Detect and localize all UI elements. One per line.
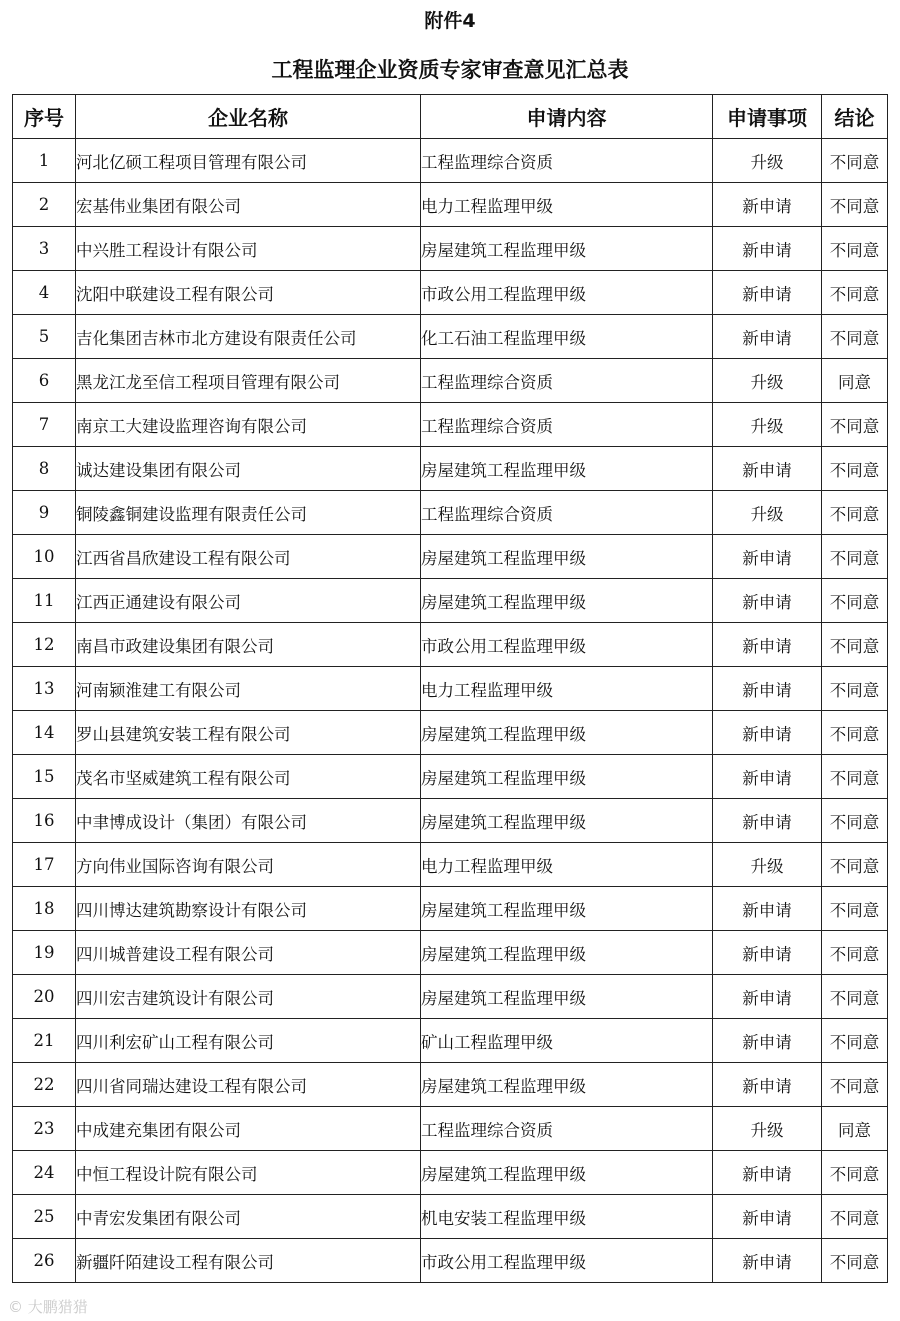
cell-serial-number: 26 [13, 1239, 76, 1283]
cell-company-name: 诚达建设集团有限公司 [76, 447, 421, 491]
cell-serial-number: 17 [13, 843, 76, 887]
table-row [13, 623, 888, 667]
table-row [13, 1195, 888, 1239]
cell-company-name: 吉化集团吉林市北方建设有限责任公司 [76, 315, 421, 359]
cell-company-name: 中恒工程设计院有限公司 [76, 1151, 421, 1195]
cell-application-item: 新申请 [713, 755, 822, 799]
cell-company-name: 南京工大建设监理咨询有限公司 [76, 403, 421, 447]
table-row [13, 931, 888, 975]
cell-application-item: 新申请 [713, 799, 822, 843]
table-row [13, 535, 888, 579]
cell-application-content: 房屋建筑工程监理甲级 [421, 975, 713, 1019]
table-row [13, 1151, 888, 1195]
cell-application-item: 升级 [713, 1107, 822, 1151]
cell-application-content: 房屋建筑工程监理甲级 [421, 711, 713, 755]
cell-company-name: 中成建充集团有限公司 [76, 1107, 421, 1151]
cell-application-content: 工程监理综合资质 [421, 491, 713, 535]
cell-conclusion: 同意 [822, 1107, 888, 1151]
cell-conclusion: 不同意 [822, 139, 888, 183]
cell-serial-number: 24 [13, 1151, 76, 1195]
cell-application-item: 新申请 [713, 1063, 822, 1107]
cell-application-item: 新申请 [713, 227, 822, 271]
cell-application-item: 新申请 [713, 667, 822, 711]
table-row [13, 227, 888, 271]
table-header-row [13, 95, 888, 139]
cell-application-content: 市政公用工程监理甲级 [421, 623, 713, 667]
cell-conclusion: 不同意 [822, 315, 888, 359]
cell-conclusion: 不同意 [822, 227, 888, 271]
watermark-text: 大鹏猎猎 [27, 1298, 88, 1316]
document-title: 工程监理企业资质专家审查意见汇总表 [271, 58, 629, 82]
cell-conclusion: 不同意 [822, 491, 888, 535]
table-row [13, 271, 888, 315]
cell-company-name: 四川省同瑞达建设工程有限公司 [76, 1063, 421, 1107]
cell-company-name: 方向伟业国际咨询有限公司 [76, 843, 421, 887]
cell-application-item: 新申请 [713, 579, 822, 623]
cell-company-name: 四川城普建设工程有限公司 [76, 931, 421, 975]
cell-application-content: 电力工程监理甲级 [421, 667, 713, 711]
cell-conclusion: 不同意 [822, 623, 888, 667]
cell-conclusion: 不同意 [822, 667, 888, 711]
table-row [13, 887, 888, 931]
cell-application-item: 新申请 [713, 1195, 822, 1239]
cell-application-content: 市政公用工程监理甲级 [421, 271, 713, 315]
table-row [13, 359, 888, 403]
cell-application-content: 房屋建筑工程监理甲级 [421, 1063, 713, 1107]
cell-application-content: 电力工程监理甲级 [421, 183, 713, 227]
cell-application-content: 工程监理综合资质 [421, 139, 713, 183]
cell-application-item: 升级 [713, 491, 822, 535]
table-row [13, 579, 888, 623]
cell-serial-number: 5 [13, 315, 76, 359]
cell-company-name: 河南颍淮建工有限公司 [76, 667, 421, 711]
cell-application-content: 矿山工程监理甲级 [421, 1019, 713, 1063]
cell-application-content: 房屋建筑工程监理甲级 [421, 227, 713, 271]
cell-application-item: 新申请 [713, 887, 822, 931]
cell-serial-number: 21 [13, 1019, 76, 1063]
table-row [13, 755, 888, 799]
table-row [13, 139, 888, 183]
cell-serial-number: 15 [13, 755, 76, 799]
table-row [13, 711, 888, 755]
cell-company-name: 茂名市坚威建筑工程有限公司 [76, 755, 421, 799]
table-row [13, 975, 888, 1019]
cell-application-item: 新申请 [713, 271, 822, 315]
cell-serial-number: 7 [13, 403, 76, 447]
cell-company-name: 罗山县建筑安装工程有限公司 [76, 711, 421, 755]
cell-serial-number: 8 [13, 447, 76, 491]
cell-serial-number: 9 [13, 491, 76, 535]
cell-conclusion: 不同意 [822, 931, 888, 975]
cell-company-name: 铜陵鑫铜建设监理有限责任公司 [76, 491, 421, 535]
cell-application-content: 房屋建筑工程监理甲级 [421, 535, 713, 579]
cell-conclusion: 不同意 [822, 447, 888, 491]
cell-company-name: 南昌市政建设集团有限公司 [76, 623, 421, 667]
attachment-label: 附件4 [424, 10, 476, 32]
cell-company-name: 四川利宏矿山工程有限公司 [76, 1019, 421, 1063]
cell-conclusion: 不同意 [822, 975, 888, 1019]
cell-serial-number: 12 [13, 623, 76, 667]
table-row [13, 315, 888, 359]
cell-application-content: 工程监理综合资质 [421, 359, 713, 403]
cell-serial-number: 25 [13, 1195, 76, 1239]
table-row [13, 843, 888, 887]
cell-application-item: 新申请 [713, 1019, 822, 1063]
cell-application-item: 升级 [713, 359, 822, 403]
cell-company-name: 沈阳中联建设工程有限公司 [76, 271, 421, 315]
cell-conclusion: 不同意 [822, 887, 888, 931]
cell-application-content: 房屋建筑工程监理甲级 [421, 931, 713, 975]
cell-application-content: 房屋建筑工程监理甲级 [421, 799, 713, 843]
header-serial-number: 序号 [13, 95, 76, 139]
cell-serial-number: 6 [13, 359, 76, 403]
cell-company-name: 四川宏吉建筑设计有限公司 [76, 975, 421, 1019]
cell-application-item: 新申请 [713, 711, 822, 755]
cell-serial-number: 2 [13, 183, 76, 227]
cell-conclusion: 不同意 [822, 843, 888, 887]
table-row [13, 667, 888, 711]
cell-application-content: 化工石油工程监理甲级 [421, 315, 713, 359]
cell-application-item: 新申请 [713, 1239, 822, 1283]
cell-conclusion: 不同意 [822, 1239, 888, 1283]
review-summary-table [12, 94, 888, 1283]
table-row [13, 1063, 888, 1107]
table-row [13, 799, 888, 843]
cell-serial-number: 18 [13, 887, 76, 931]
cell-application-content: 电力工程监理甲级 [421, 843, 713, 887]
cell-serial-number: 16 [13, 799, 76, 843]
cell-conclusion: 不同意 [822, 183, 888, 227]
cell-application-content: 工程监理综合资质 [421, 1107, 713, 1151]
table-body [13, 139, 888, 1283]
cell-serial-number: 20 [13, 975, 76, 1019]
cell-application-content: 市政公用工程监理甲级 [421, 1239, 713, 1283]
cell-application-content: 房屋建筑工程监理甲级 [421, 1151, 713, 1195]
cell-conclusion: 不同意 [822, 579, 888, 623]
table-row [13, 403, 888, 447]
cell-conclusion: 不同意 [822, 711, 888, 755]
table-row [13, 1019, 888, 1063]
cell-serial-number: 13 [13, 667, 76, 711]
cell-application-content: 房屋建筑工程监理甲级 [421, 579, 713, 623]
cell-company-name: 黑龙江龙至信工程项目管理有限公司 [76, 359, 421, 403]
cell-conclusion: 不同意 [822, 799, 888, 843]
cell-conclusion: 不同意 [822, 403, 888, 447]
cell-conclusion: 不同意 [822, 1063, 888, 1107]
cell-serial-number: 10 [13, 535, 76, 579]
cell-serial-number: 22 [13, 1063, 76, 1107]
header-application-item: 申请事项 [713, 95, 822, 139]
watermark [8, 1296, 88, 1317]
cell-company-name: 江西正通建设有限公司 [76, 579, 421, 623]
cell-application-content: 房屋建筑工程监理甲级 [421, 447, 713, 491]
cell-conclusion: 不同意 [822, 1195, 888, 1239]
cell-conclusion: 不同意 [822, 1151, 888, 1195]
cell-application-content: 房屋建筑工程监理甲级 [421, 755, 713, 799]
cell-company-name: 河北亿硕工程项目管理有限公司 [76, 139, 421, 183]
cell-application-item: 新申请 [713, 535, 822, 579]
cell-serial-number: 1 [13, 139, 76, 183]
table-row [13, 447, 888, 491]
cell-serial-number: 3 [13, 227, 76, 271]
cell-company-name: 四川博达建筑勘察设计有限公司 [76, 887, 421, 931]
cell-application-item: 新申请 [713, 623, 822, 667]
cell-application-item: 升级 [713, 843, 822, 887]
cell-serial-number: 11 [13, 579, 76, 623]
header-application-content: 申请内容 [421, 95, 713, 139]
source-logo-icon: © [8, 1298, 23, 1316]
cell-serial-number: 23 [13, 1107, 76, 1151]
cell-company-name: 中兴胜工程设计有限公司 [76, 227, 421, 271]
cell-application-content: 工程监理综合资质 [421, 403, 713, 447]
cell-serial-number: 14 [13, 711, 76, 755]
cell-company-name: 宏基伟业集团有限公司 [76, 183, 421, 227]
table-row [13, 491, 888, 535]
cell-application-content: 机电安装工程监理甲级 [421, 1195, 713, 1239]
cell-conclusion: 不同意 [822, 1019, 888, 1063]
cell-conclusion: 同意 [822, 359, 888, 403]
table-row [13, 1107, 888, 1151]
cell-application-item: 新申请 [713, 1151, 822, 1195]
cell-serial-number: 4 [13, 271, 76, 315]
cell-conclusion: 不同意 [822, 755, 888, 799]
cell-application-item: 升级 [713, 403, 822, 447]
cell-company-name: 江西省昌欣建设工程有限公司 [76, 535, 421, 579]
cell-application-item: 新申请 [713, 931, 822, 975]
cell-company-name: 新疆阡陌建设工程有限公司 [76, 1239, 421, 1283]
header-conclusion: 结论 [822, 95, 888, 139]
cell-application-content: 房屋建筑工程监理甲级 [421, 887, 713, 931]
cell-application-item: 升级 [713, 139, 822, 183]
header-company-name: 企业名称 [76, 95, 421, 139]
cell-conclusion: 不同意 [822, 535, 888, 579]
cell-company-name: 中聿博成设计（集团）有限公司 [76, 799, 421, 843]
cell-application-item: 新申请 [713, 975, 822, 1019]
cell-application-item: 新申请 [713, 447, 822, 491]
cell-conclusion: 不同意 [822, 271, 888, 315]
cell-application-item: 新申请 [713, 315, 822, 359]
cell-application-item: 新申请 [713, 183, 822, 227]
table-row [13, 1239, 888, 1283]
cell-serial-number: 19 [13, 931, 76, 975]
cell-company-name: 中青宏发集团有限公司 [76, 1195, 421, 1239]
table-row [13, 183, 888, 227]
